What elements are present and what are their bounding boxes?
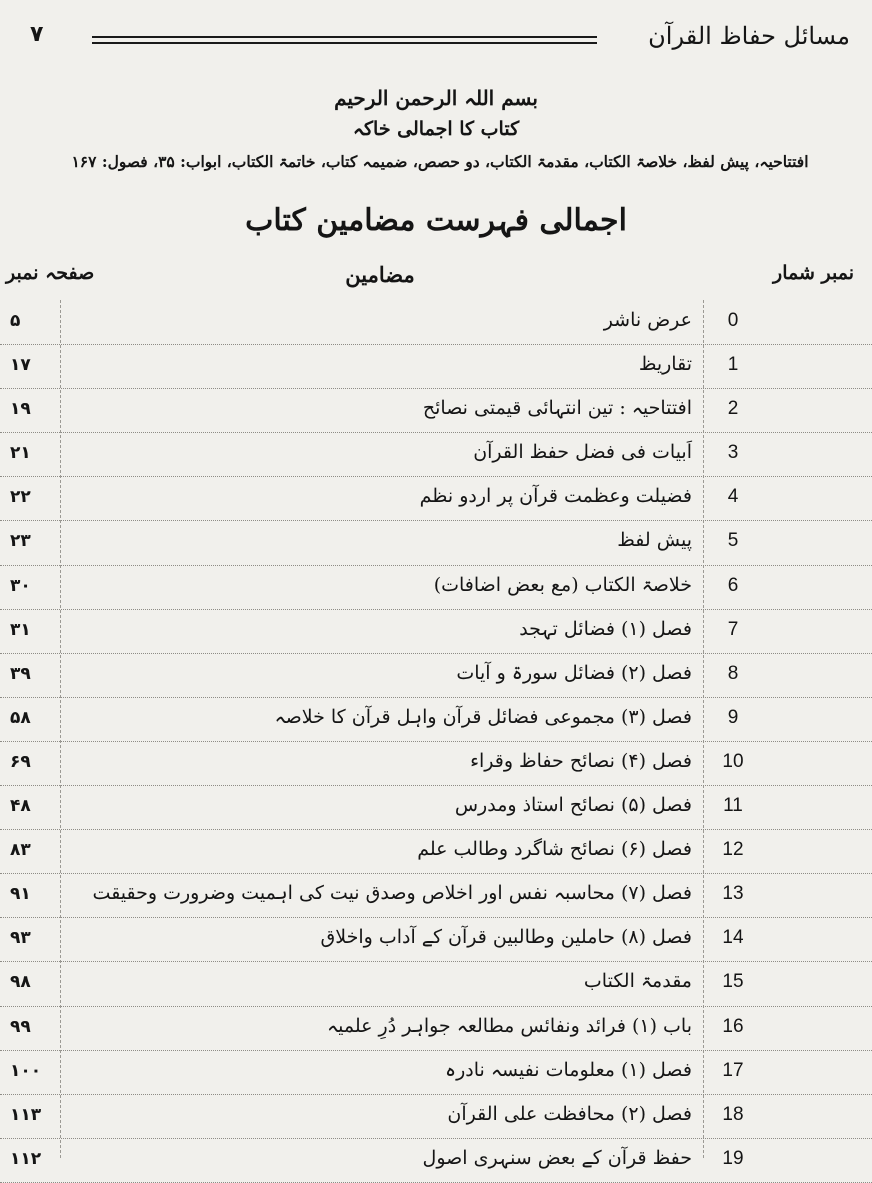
row-serial: 10 [722,750,744,772]
row-page: ۱۱۳ [10,1104,42,1125]
row-page: ۱۷ [10,355,31,376]
table-row [0,786,872,830]
row-serial: 3 [727,442,739,464]
row-serial: 14 [722,927,744,949]
row-page: ۲۲ [10,487,31,508]
row-page: ۴۸ [10,796,31,817]
row-topic: مقدمۃ الکتاب [583,970,692,993]
row-serial: 13 [722,883,744,905]
header-rule [92,42,597,44]
row-topic: فصل (۳) مجموعی فضائل قرآن واہل قرآن کا خلاصہ [274,705,692,728]
column-header-serial: نمبر شمار [773,262,854,284]
row-serial: 1 [727,354,739,376]
table-row [0,610,872,654]
row-topic: باب (۱) فرائد ونفائس مطالعہ جواہر دُرِ علمیہ [327,1014,692,1037]
row-page: ۵۸ [10,707,31,728]
row-topic: فصل (۵) نصائح استاذ ومدرس [454,794,692,817]
row-serial: 15 [722,971,744,993]
main-title: اجمالی فہرست مضامین کتاب [245,203,627,238]
table-row [0,345,872,389]
row-page: ۲۳ [10,531,31,552]
row-serial: 5 [727,530,739,552]
column-header-page: صفحہ نمبر [6,262,95,284]
row-page: ۲۱ [10,443,31,464]
row-serial: 12 [722,839,744,861]
row-serial: 18 [722,1103,744,1125]
table-row [0,742,872,786]
table-row [0,874,872,918]
row-page: ۶۹ [10,751,31,772]
row-topic: عرض ناشر [603,309,692,331]
row-serial: 19 [722,1147,744,1169]
row-page: ۵ [10,311,21,331]
table-row [0,1095,872,1139]
table-row [0,1051,872,1095]
table-row [0,1007,872,1051]
row-page: ۸۳ [10,840,31,861]
table-row [0,698,872,742]
table-row [0,654,872,698]
row-topic: فصل (۲) محافظت علی القرآن [447,1102,692,1125]
row-serial: 17 [722,1059,744,1081]
row-page: ۹۸ [10,972,31,993]
table-row [0,918,872,962]
book-summary: افتتاحیہ، پیش لفظ، خلاصۃ الکتاب، مقدمۃ الکتاب، دو حصص، ضمیمہ کتاب، خاتمۃ الکتاب، ابواب: ۳۵، فصول: ۱۶۷ [71,152,809,171]
row-serial: 8 [727,662,739,684]
row-page: ۱۱۲ [10,1148,42,1169]
row-page: ۳۹ [10,663,31,684]
row-serial: 9 [727,706,739,728]
contents-table [0,301,872,1183]
table-row [0,566,872,610]
column-header-topics: مضامین [345,262,415,287]
row-topic: پیش لفظ [617,529,692,552]
row-serial: 11 [723,795,743,817]
row-page: ۱۰۰ [10,1060,42,1081]
row-serial: 2 [727,398,739,420]
bismillah: بسم اللہ الرحمن الرحیم [334,86,538,110]
table-row [0,301,872,345]
row-topic: خلاصۃ الکتاب (مع بعض اضافات) [433,573,692,596]
row-topic: فصل (۱) فضائل تہجد [519,617,692,640]
row-serial: 7 [727,618,739,640]
row-topic: فصل (۶) نصائح شاگرد وطالب علم [417,838,692,861]
row-topic: فصل (۴) نصائح حفاظ وقراء [470,749,692,772]
row-page: ۹۳ [10,928,31,949]
row-topic: فضیلت وعظمت قرآن پر اردو نظم [419,485,692,508]
table-row [0,830,872,874]
row-page: ۹۱ [10,884,31,905]
row-topic: فصل (۲) فضائل سورۃ و آیات [456,661,692,684]
row-topic: تقاریظ [638,353,692,376]
outline-title: کتاب کا اجمالی خاکہ [352,118,520,140]
row-topic: حفظ قرآن کے بعض سنہری اصول [422,1146,692,1169]
row-page: ۳۱ [10,619,31,640]
table-row [0,521,872,565]
row-page: ۱۹ [10,399,31,420]
row-page: ۳۰ [10,575,31,596]
row-topic: اَبیات فی فضل حفظ القرآن [473,441,692,464]
table-row [0,477,872,521]
table-row [0,1139,872,1183]
row-topic: افتتاحیہ : تین انتہائی قیمتی نصائح [422,397,692,420]
row-serial: 0 [727,310,739,331]
page-number: ۷ [30,22,44,47]
table-row [0,389,872,433]
running-title: مسائل حفاظ القرآن [648,22,850,50]
row-serial: 16 [722,1015,744,1037]
row-serial: 4 [727,486,739,508]
row-topic: فصل (۱) معلومات نفیسہ نادرہ [444,1058,692,1081]
header-rule [92,36,597,38]
table-row [0,433,872,477]
row-topic: فصل (۷) محاسبہ نفس اور اخلاص وصدق نیت کی اہمیت وضرورت وحقیقت [92,882,692,905]
row-topic: فصل (۸) حاملین وطالبین قرآن کے آداب واخلاق [320,926,692,949]
table-row [0,962,872,1006]
row-page: ۹۹ [10,1016,31,1037]
row-serial: 6 [727,574,739,596]
